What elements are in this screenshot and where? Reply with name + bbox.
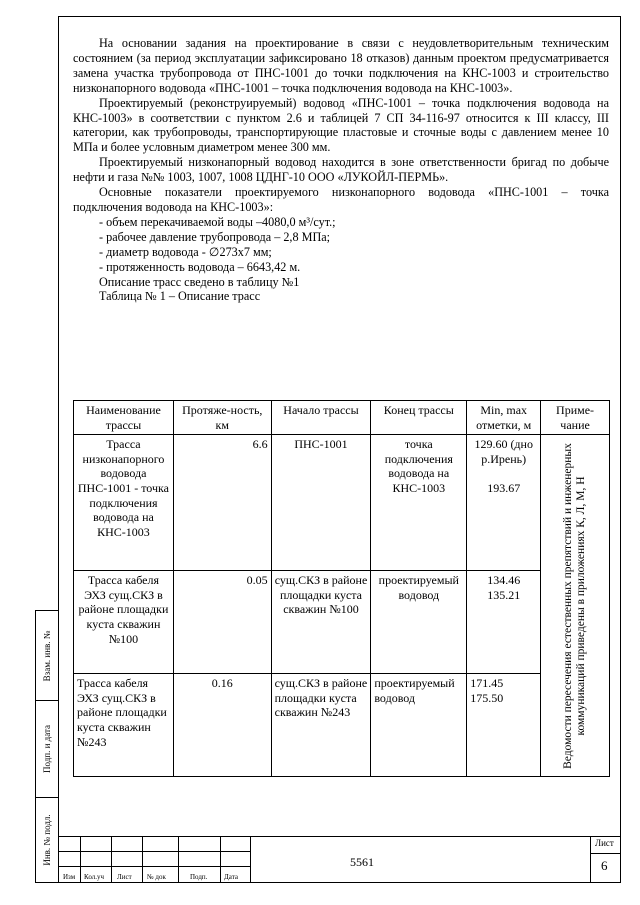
stamp-line: [58, 851, 250, 852]
paragraph: Проектируемый низконапорный водовод находится в зоне ответственности бригад по добыче нефти и газа №№ 1003, 1007, 1008 ЦДНГ-10 ООО «ЛУКОЙЛ-ПЕРМЬ».: [73, 155, 609, 185]
list-item: - объем перекачиваемой воды –4080,0 м³/сут.;: [99, 214, 336, 229]
table-caption: Таблица № 1 – Описание трасс: [99, 289, 261, 304]
stamp-line: [142, 836, 143, 883]
stamp-line: [590, 853, 621, 854]
cell-end: проектируемый водовод: [371, 571, 467, 674]
stamp-line: [111, 836, 112, 883]
table-header-row: [74, 401, 610, 435]
side-label-original-inv: Инв. № подл.: [42, 814, 52, 866]
side-cell-original-inv: [36, 798, 58, 882]
stamp-col-label: № док: [147, 873, 166, 881]
header-notes: Приме-чание: [541, 401, 610, 435]
sheet-number: 6: [601, 858, 608, 873]
stamp-line: [58, 866, 250, 867]
header-name: Наименование трассы: [74, 401, 174, 435]
cell-marks: 129.60 (дно р.Ирень) 193.67: [467, 435, 541, 571]
sheet-label: Лист: [595, 838, 614, 848]
side-cell-signature: [36, 701, 58, 798]
header-end: Конец трассы: [371, 401, 467, 435]
document-number: 5561: [350, 855, 374, 869]
cell-length: 0.05: [173, 571, 271, 674]
stamp-line: [220, 836, 221, 883]
header-start: Начало трассы: [271, 401, 371, 435]
table-row: [74, 674, 610, 777]
cell-start: сущ.СКЗ в районе площадки куста скважин №100: [271, 571, 371, 674]
table-row: [74, 571, 610, 674]
stamp-line: [590, 836, 591, 883]
cell-notes: [541, 435, 610, 777]
stamp-col-label: Лист: [117, 873, 132, 881]
list-item: - протяженность водовода – 6643,42 м.: [99, 259, 301, 274]
header-marks: Min, max отметки, м: [467, 401, 541, 435]
cell-length: 6.6: [173, 435, 271, 571]
cell-name: Трасса кабеля ЭХЗ сущ.СКЗ в районе площадки куста скважин №100: [74, 571, 174, 674]
cell-length: 0.16: [173, 674, 271, 777]
header-length: Протяже-ность, км: [173, 401, 271, 435]
notes-text: Ведомости пересечения естественных препятствий и инженерных коммуникаций приведены в приложениях К, Л, М, Н: [562, 442, 588, 769]
stamp-col-label: Подп.: [190, 873, 208, 881]
list-item: - диаметр водовода - ∅273х7 мм;: [99, 244, 272, 259]
stamp-line: [250, 836, 251, 883]
side-stamp-strip: [35, 610, 59, 883]
stamp-col-label: Изм: [63, 873, 76, 881]
side-label-replacement-inv: Взам. инв. №: [42, 630, 52, 681]
table-row: [74, 435, 610, 571]
stamp-col-label: Дата: [224, 873, 238, 881]
document-body: [73, 36, 609, 304]
list-item: - рабочее давление трубопровода – 2,8 МПа;: [99, 229, 331, 244]
stamp-col-label: Кол.уч: [84, 873, 104, 881]
intro-line: Описание трасс сведено в таблицу №1: [99, 274, 300, 289]
stamp-line: [178, 836, 179, 883]
side-cell-replacement: [36, 611, 58, 701]
cell-name: Трасса кабеля ЭХЗ сущ.СКЗ в районе площадки куста скважин №243: [74, 674, 174, 777]
cell-end: проектируемый водовод: [371, 674, 467, 777]
paragraph: Проектируемый (реконструируемый) водовод «ПНС-1001 – точка подключения водовода на КНС-1003» в соответствии с пунктом 2.6 и таблицей 7 СП 34-116-97 относится к III классу, III категории, как трубопроводы, транспортирующие пластовые и сточные воды с давлением менее 10 МПа и более условным диаметром менее 300 мм.: [73, 95, 609, 155]
side-label-signature-date: Подп. и дата: [42, 724, 52, 774]
paragraph: На основании задания на проектирование в связи с неудовлетворительным техническим состоянием (за период эксплуатации зафиксировано 18 отказов) данным проектом предусматривается замена участка трубопровода от ПНС-1001 до точки подключения на КНС-1003 и строительство низконапорного водовода «ПНС-1001 – точка подключения водовода на КНС-1003».: [73, 36, 609, 95]
cell-name: Трасса низконапорного водовода ПНС-1001 - точка подключения водовода на КНС-1003: [74, 435, 174, 571]
stamp-line: [80, 836, 81, 883]
cell-marks: 171.45 175.50: [467, 674, 541, 777]
cell-start: сущ.СКЗ в районе площадки куста скважин №243: [271, 674, 371, 777]
routes-table: [73, 400, 610, 777]
cell-end: точка подключения водовода на КНС-1003: [371, 435, 467, 571]
cell-marks: 134.46 135.21: [467, 571, 541, 674]
cell-start: ПНС-1001: [271, 435, 371, 571]
title-block: [58, 836, 621, 883]
paragraph: Основные показатели проектируемого низконапорного водовода «ПНС-1001 – точка подключения водовода на КНС-1003»:: [73, 185, 609, 214]
